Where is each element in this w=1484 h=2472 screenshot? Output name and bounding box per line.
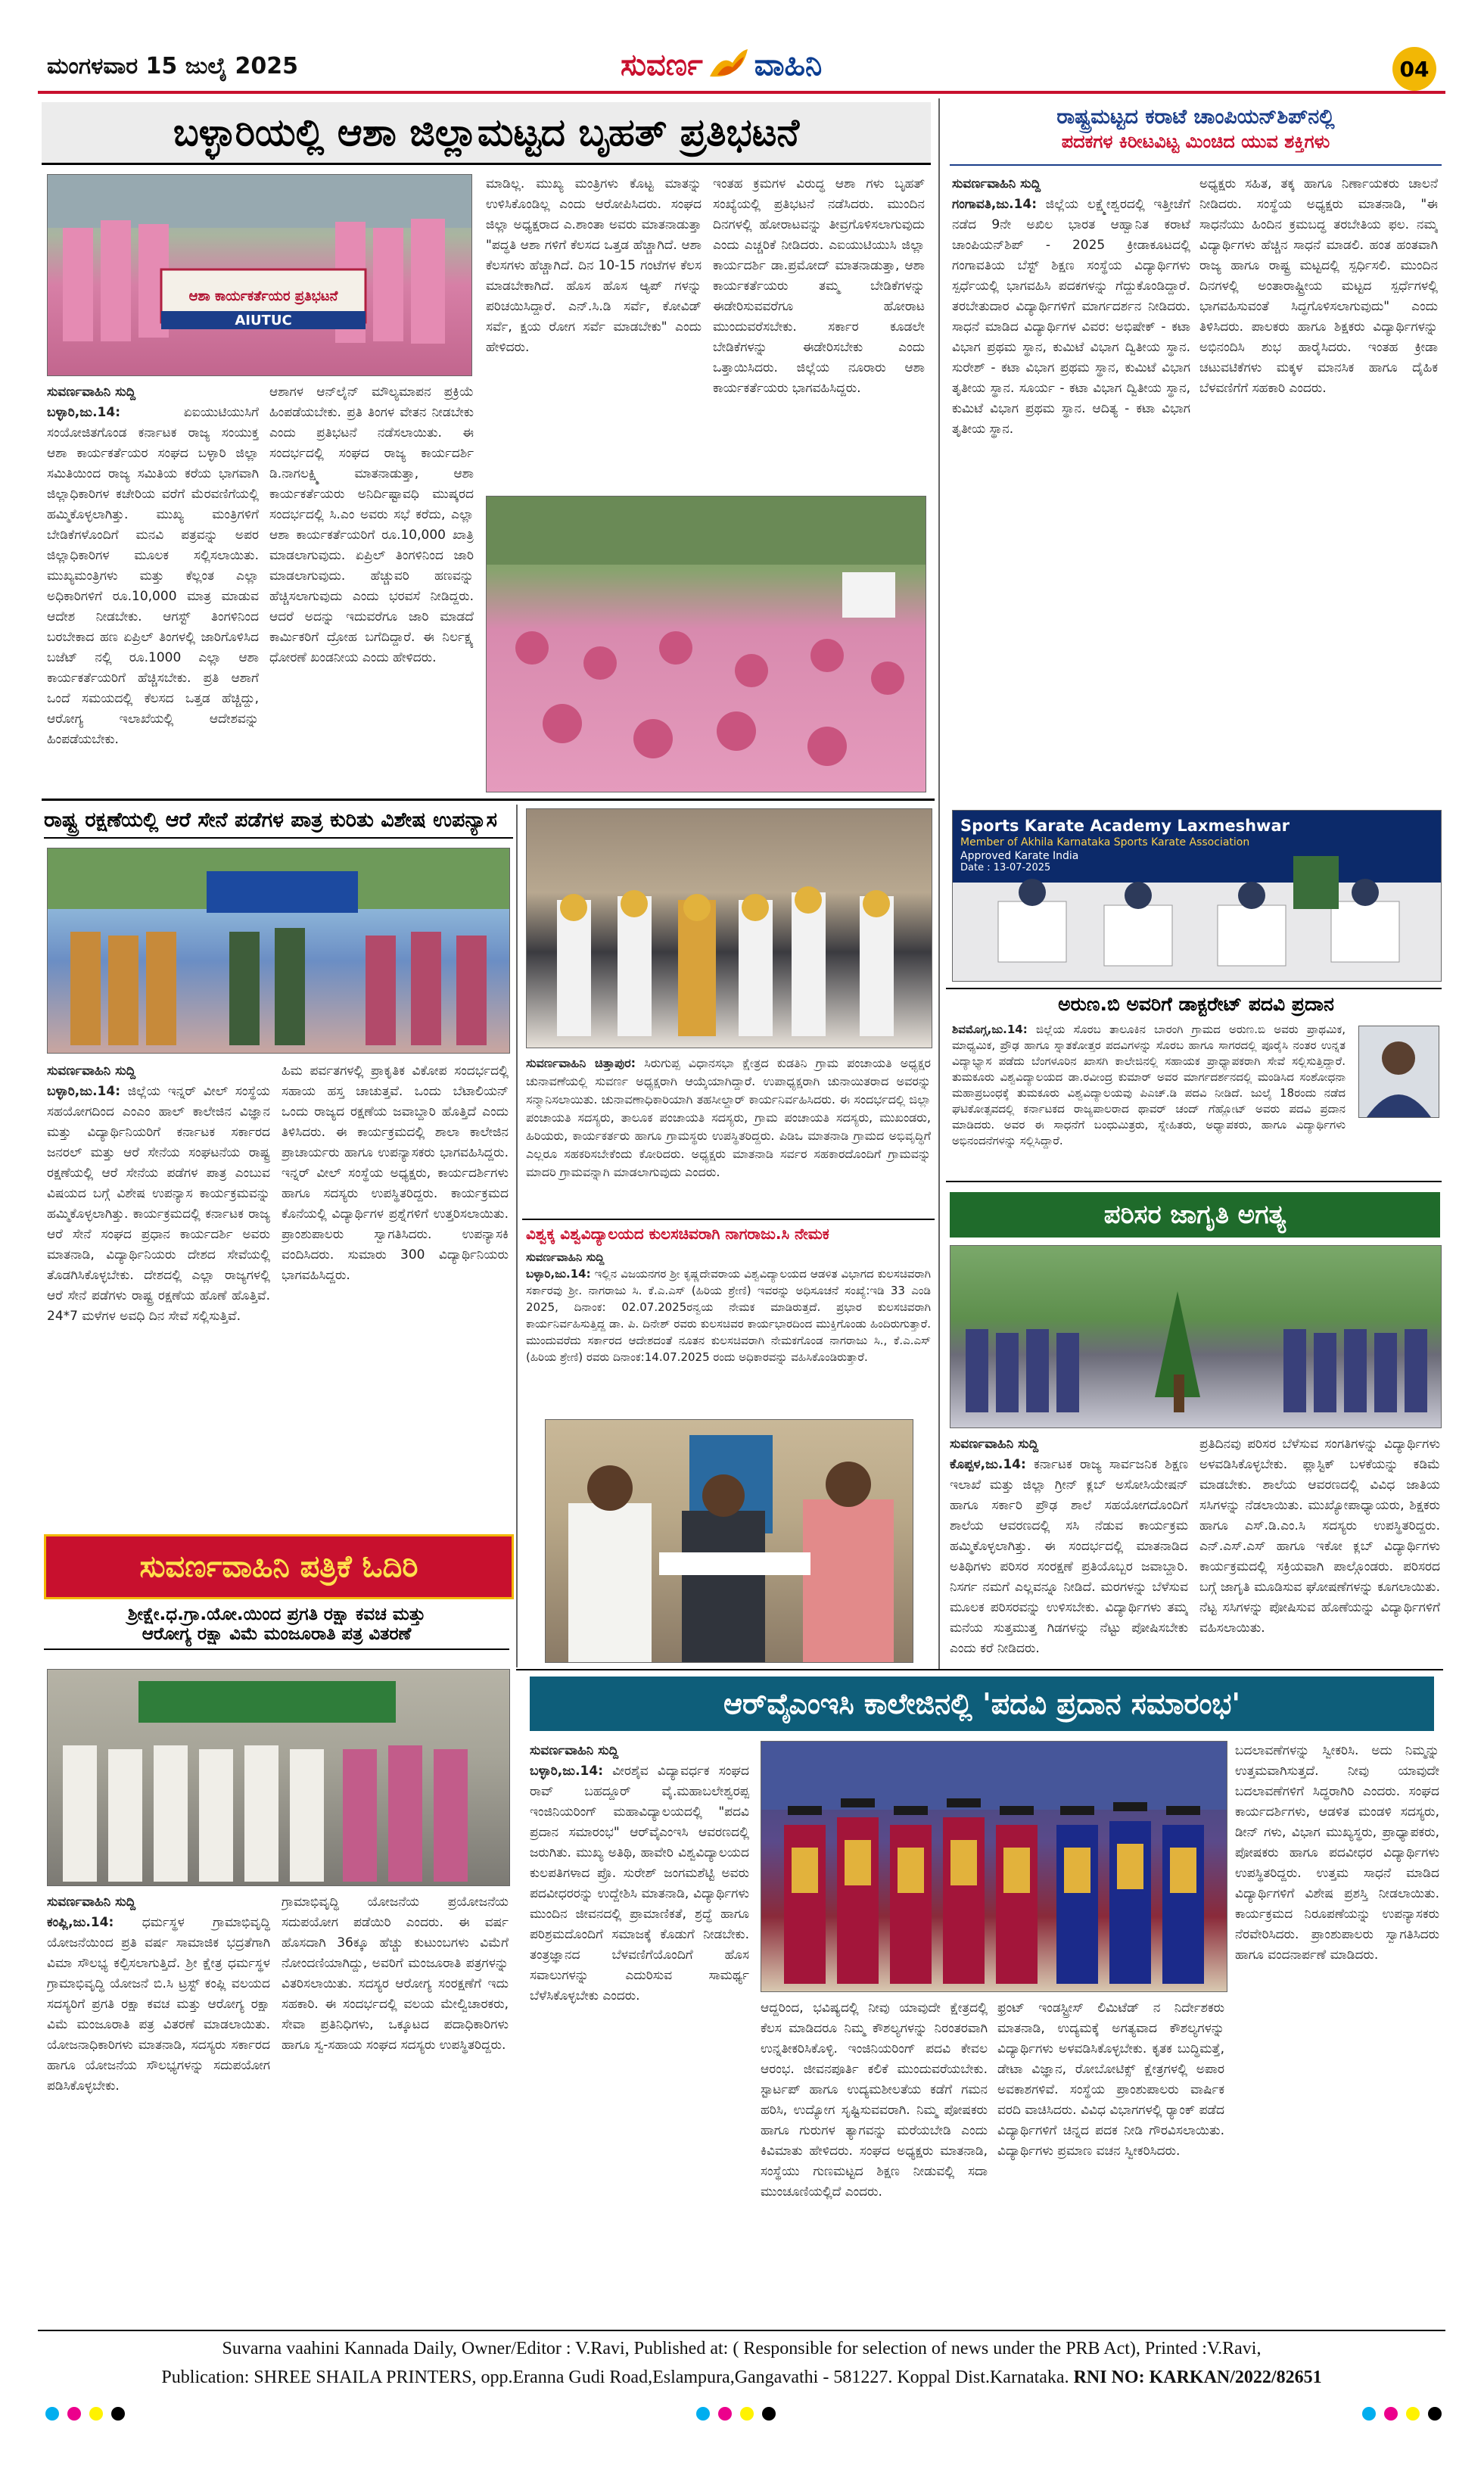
footer-rule: [38, 2330, 1445, 2331]
graduation-col4: [1235, 1741, 1439, 2320]
graduation-body-3: ಫ್ರಂಟ್ ಇಂಡಸ್ಟ್ರೀಸ್ ಲಿಮಿಟೆಡ್ ನ ನಿರ್ದೇಶಕರು ಮಾತನಾಡಿ, ಉದ್ಯಮಕ್ಕೆ ಅಗತ್ಯವಾದ ಕೌಶಲ್ಯಗಳನ್ನು ವಿದ್ಯಾರ್ಥಿಗಳು ಅಳವಡಿಸಿಕೊಳ್ಳಬೇಕು. ಕೃತಕ ಬುದ್ಧಿಮತ್ತೆ, ಡೇಟಾ ವಿಜ್ಞಾನ, ರೋಬೋಟಿಕ್ಸ್ ಕ್ಷೇತ್ರಗಳಲ್ಲಿ ಅಪಾರ ಅವಕಾಶಗಳಿವೆ. ಸಂಸ್ಥೆಯ ಪ್ರಾಂಶುಪಾಲರು ವಾರ್ಷಿಕ ವರದಿ ವಾಚಿಸಿದರು. ವಿವಿಧ ವಿಭಾಗಗಳಲ್ಲಿ ರ‍್ಯಾಂಕ್ ಪಡೆದ ವಿದ್ಯಾರ್ಥಿಗಳಿಗೆ ಚಿನ್ನದ ಪದಕ ನೀಡಿ ಗೌರವಿಸಲಾಯಿತು. ವಿದ್ಯಾರ್ಥಿಗಳು ಪ್ರಮಾಣ ವಚನ ಸ್ವೀಕರಿಸಿದರು.: [997, 2000, 1224, 2159]
insurance-byline: ಸುವರ್ಣವಾಹಿನಿ ಸುದ್ದಿ: [47, 1894, 136, 1910]
read-promo-text: ಸುವರ್ಣವಾಹಿನಿ ಪತ್ರಿಕೆ ಓದಿರಿ: [139, 1549, 418, 1584]
graduation-col1: [530, 1741, 749, 2320]
doctorate-divider: [946, 1181, 1442, 1182]
environment-body-1: ಕರ್ನಾಟಕ ರಾಜ್ಯ ಸಾರ್ವಜನಿಕ ಶಿಕ್ಷಣ ಇಲಾಖೆ ಮತ್ತು ಜಿಲ್ಲಾ ಗ್ರೀನ್ ಕ್ಲಬ್ ಅಸೋಸಿಯೇಷನ್ ಹಾಗೂ ಸರ್ಕಾರಿ ಪ್ರೌಢ ಶಾಲೆ ಸಹಯೋಗದೊಂದಿಗೆ ಶಾಲೆಯ ಆವರಣದಲ್ಲಿ ಸಸಿ ನೆಡುವ ಕಾರ್ಯಕ್ರಮ ಹಮ್ಮಿಕೊಳ್ಳಲಾಗಿತ್ತು. ಈ ಸಂದರ್ಭದಲ್ಲಿ ಮಾತನಾಡಿದ ಅತಿಥಿಗಳು ಪರಿಸರ ಸಂರಕ್ಷಣೆ ಪ್ರತಿಯೊಬ್ಬರ ಜವಾಬ್ದಾರಿ. ನಿಸರ್ಗ ನಮಗೆ ಎಲ್ಲವನ್ನೂ ನೀಡಿದೆ. ಮರಗಳನ್ನು ಬೆಳೆಸುವ ಮೂಲಕ ಪರಿಸರವನ್ನು ಉಳಿಸಬೇಕು. ವಿದ್ಯಾರ್ಥಿಗಳು ತಮ್ಮ ಮನೆಯ ಸುತ್ತಮುತ್ತ ಗಿಡಗಳನ್ನು ನೆಟ್ಟು ಪೋಷಿಸಬೇಕು ಎಂದು ಕರೆ ನೀಡಿದರು.: [950, 1457, 1188, 1656]
graduation-top-rule: [516, 1669, 1443, 1670]
army-col2: [282, 1061, 509, 1523]
army-body-2: ಹಿಮ ಪರ್ವತಗಳಲ್ಲಿ ಪ್ರಾಕೃತಿಕ ವಿಕೋಪ ಸಂದರ್ಭದಲ್ಲಿ ಸಹಾಯ ಹಸ್ತ ಚಾಚುತ್ತವೆ. ಒಂದು ಬೆಟಾಲಿಯನ್ ಒಂದು ರಾಜ್ಯದ ರಕ್ಷಣೆಯ ಜವಾಬ್ದಾರಿ ಹೊತ್ತಿದೆ ಎಂದು ತಿಳಿಸಿದರು. ಈ ಕಾರ್ಯಕ್ರಮದಲ್ಲಿ ಶಾಲಾ ಕಾಲೇಜಿನ ಪ್ರಾಚಾರ್ಯರು ಹಾಗೂ ಉಪನ್ಯಾಸಕರು ಭಾಗವಹಿಸಿದ್ದರು. ಇನ್ನರ್ ವೀಲ್ ಸಂಸ್ಥೆಯ ಅಧ್ಯಕ್ಷರು, ಕಾರ್ಯದರ್ಶಿಗಳು ಹಾಗೂ ಸದಸ್ಯರು ಉಪಸ್ಥಿತರಿದ್ದರು. ಕಾರ್ಯಕ್ರಮದ ಕೊನೆಯಲ್ಲಿ ವಿದ್ಯಾರ್ಥಿಗಳ ಪ್ರಶ್ನೆಗಳಿಗೆ ಉತ್ತರಿಸಲಾಯಿತು. ಪ್ರಾಂಶುಪಾಲರು ಸ್ವಾಗತಿಸಿದರು. ಉಪನ್ಯಾಸಕಿ ವಂದಿಸಿದರು. ಸುಮಾರು 300 ವಿದ್ಯಾರ್ಥಿನಿಯರು ಭಾಗವಹಿಸಿದ್ದರು.: [282, 1063, 509, 1283]
karate-body-1: ಜಿಲ್ಲೆಯ ಲಕ್ಷ್ಮೇಶ್ವರದಲ್ಲಿ ಇತ್ತೀಚೆಗೆ ನಡೆದ 9ನೇ ಅಖಿಲ ಭಾರತ ಆಹ್ವಾನಿತ ಕರಾಟೆ ಚಾಂಪಿಯನ್‌ಶಿಪ್ - 2025 ಕ್ರೀಡಾಕೂಟದಲ್ಲಿ ಗಂಗಾವತಿಯ ಬೆಸ್ಟ್ ಶಿಕ್ಷಣ ಸಂಸ್ಥೆಯ ವಿದ್ಯಾರ್ಥಿಗಳು ಸ್ಪರ್ಧೆಯಲ್ಲಿ ಭಾಗವಹಿಸಿ ಪದಕಗಳನ್ನು ಗೆದ್ದುಕೊಂಡಿದ್ದಾರೆ. ತರಬೇತುದಾರ ವಿದ್ಯಾರ್ಥಿಗಳಿಗೆ ಮಾರ್ಗದರ್ಶನ ನೀಡಿದರು. ಸಾಧನೆ ಮಾಡಿದ ವಿದ್ಯಾರ್ಥಿಗಳ ವಿವರ: ಅಭಿಷೇಕ್ - ಕಟಾ ವಿಭಾಗ ಪ್ರಥಮ ಸ್ಥಾನ, ಕುಮಿಟೆ ವಿಭಾಗ ದ್ವಿತೀಯ ಸ್ಥಾನ. ಸುರೇಶ್ - ಕಟಾ ವಿಭಾಗ ಪ್ರಥಮ ಸ್ಥಾನ, ಕುಮಿಟೆ ವಿಭಾಗ ತೃತೀಯ ಸ್ಥಾನ. ಸೂರ್ಯ - ಕಟಾ ವಿಭಾಗ ದ್ವಿತೀಯ ಸ್ಥಾನ, ಕುಮಿಟೆ ವಿಭಾಗ ಪ್ರಥಮ ಸ್ಥಾನ. ಆದಿತ್ಯ - ಕಟಾ ವಿಭಾಗ ತೃತೀಯ ಸ್ಥಾನ.: [952, 197, 1190, 437]
insurance-col1: [47, 1892, 270, 2320]
environment-body-2: ಪ್ರತಿದಿನವು ಪರಿಸರ ಬೆಳೆಸುವ ಸಂಗತಿಗಳನ್ನು ವಿದ್ಯಾರ್ಥಿಗಳು ಅಳವಡಿಸಿಕೊಳ್ಳಬೇಕು. ಪ್ಲಾಸ್ಟಿಕ್ ಬಳಕೆಯನ್ನು ಕಡಿಮೆ ಮಾಡಬೇಕು. ಶಾಲೆಯ ಆವರಣದಲ್ಲಿ ವಿವಿಧ ಜಾತಿಯ ಸಸಿಗಳನ್ನು ನೆಡಲಾಯಿತು. ಮುಖ್ಯೋಪಾಧ್ಯಾಯರು, ಶಿಕ್ಷಕರು ಹಾಗೂ ಎಸ್.ಡಿ.ಎಂ.ಸಿ ಸದಸ್ಯರು ಉಪಸ್ಥಿತರಿದ್ದರು. ಎನ್.ಎಸ್.ಎಸ್ ಹಾಗೂ ಇಕೋ ಕ್ಲಬ್ ವಿದ್ಯಾರ್ಥಿಗಳು ಕಾರ್ಯಕ್ರಮದಲ್ಲಿ ಸಕ್ರಿಯವಾಗಿ ಪಾಲ್ಗೊಂಡರು. ಪರಿಸರದ ಬಗ್ಗೆ ಜಾಗೃತಿ ಮೂಡಿಸುವ ಘೋಷಣೆಗಳನ್ನು ಕೂಗಲಾಯಿತು. ನೆಟ್ಟ ಸಸಿಗಳನ್ನು ಪೋಷಿಸುವ ಹೊಣೆಯನ್ನು ವಿದ್ಯಾರ್ಥಿಗಳಿಗೆ ವಹಿಸಲಾಯಿತು.: [1199, 1437, 1440, 1636]
environment-dateline: ಕೊಪ್ಪಳ,ಜು.14:: [950, 1457, 1026, 1472]
insurance-dateline: ಕಂಪ್ಲಿ,ಜು.14:: [47, 1915, 114, 1930]
karate-headline-box: [950, 102, 1442, 166]
karate-byline: ಸುವರ್ಣವಾಹಿನಿ ಸುದ್ದಿ: [952, 176, 1041, 191]
environment-photo: [950, 1245, 1442, 1428]
registration-marks-right: [1362, 2407, 1442, 2424]
registrar-body-wrap: [526, 1249, 931, 1412]
registrar-dateline: ಬಳ್ಳಾರಿ,ಜು.14:: [526, 1267, 591, 1281]
ballari-col2: [269, 382, 474, 791]
army-byline: ಸುವರ್ಣವಾಹಿನಿ ಸುದ್ದಿ: [47, 1063, 136, 1079]
registrar-body: ಇಲ್ಲಿನ ವಿಜಯನಗರ ಶ್ರೀ ಕೃಷ್ಣದೇವರಾಯ ವಿಶ್ವವಿದ್ಯಾಲಯದ ಆಡಳಿತ ವಿಭಾಗದ ಕುಲಸಚಿವರಾಗಿ ಸರ್ಕಾರವು ಶ್ರೀ. ನಾಗರಾಜು ಸಿ. ಕೆ.ಎ.ಎಸ್ (ಹಿರಿಯ ಶ್ರೇಣಿ) ಇವರನ್ನು ಅಧಿಸೂಚನೆ ಸಂಖ್ಯೆ:ಇಡಿ 33 ಎಂಡಿ 2025, ದಿನಾಂಕ: 02.07.2025ರನ್ವಯ ನೇಮಕ ಮಾಡಿರುತ್ತದೆ. ಪ್ರಭಾರ ಕುಲಸಚಿವರಾಗಿ ಕಾರ್ಯನಿರ್ವಹಿಸುತ್ತಿದ್ದ ಡಾ. ಪಿ. ದಿನೇಶ್ ರವರು ಕುಲಸಚಿವರ ಕಾರ್ಯಭಾರದಿಂದ ಮುಕ್ತಿಗೊಂಡು ಹಿಂದಿರುಗುತ್ತಾರೆ. ಮುಂದುವರೆದು ಸರ್ಕಾರದ ಆದೇಶದಂತೆ ನೂತನ ಕುಲಸಚಿವರಾಗಿ ನೇಮಕಗೊಂಡ ನಾಗರಾಜು ಸಿ., ಕೆ.ಎ.ಎಸ್ (ಹಿರಿಯ ಶ್ರೇಣಿ) ರವರು ದಿನಾಂಕ:14.07.2025 ರಂದು ಅಧಿಕಾರವನ್ನು ವಹಿಸಿಕೊಂಡಿರುತ್ತಾರೆ.: [526, 1267, 931, 1364]
gp-felicitation-photo: [526, 808, 932, 1048]
registrar-headline: ವಿಶ್ವಕ್ಕ ವಿಶ್ವವಿದ್ಯಾಲಯದ ಕುಲಸಚಿವರಾಗಿ ನಾಗರಾಜು.ಸಿ ನೇಮಕ: [526, 1225, 829, 1243]
karate-col1: [952, 174, 1190, 802]
karate-banner-sub: Member of Akhila Karnataka Sports Karate Association: [960, 836, 1250, 848]
graduation-body-4: ಬದಲಾವಣೆಗಳನ್ನು ಸ್ವೀಕರಿಸಿ. ಅದು ನಿಮ್ಮನ್ನು ಉತ್ತಮವಾಗಿಸುತ್ತದೆ. ನೀವು ಯಾವುದೇ ಬದಲಾವಣೆಗಳಿಗೆ ಸಿದ್ಧರಾಗಿರಿ ಎಂದರು. ಸಂಘದ ಕಾರ್ಯದರ್ಶಿಗಳು, ಆಡಳಿತ ಮಂಡಳಿ ಸದಸ್ಯರು, ಡೀನ್ ಗಳು, ವಿಭಾಗ ಮುಖ್ಯಸ್ಥರು, ಪ್ರಾಧ್ಯಾಪಕರು, ಪೋಷಕರು ಹಾಗೂ ಪದವೀಧರ ವಿದ್ಯಾರ್ಥಿಗಳು ಉಪಸ್ಥಿತರಿದ್ದರು. ಉತ್ತಮ ಸಾಧನೆ ಮಾಡಿದ ವಿದ್ಯಾರ್ಥಿಗಳಿಗೆ ವಿಶೇಷ ಪ್ರಶಸ್ತಿ ನೀಡಲಾಯಿತು. ಕಾರ್ಯಕ್ರಮದ ನಿರೂಪಣೆಯನ್ನು ಉಪನ್ಯಾಸಕರು ನೆರವೇರಿಸಿದರು. ಪ್ರಾಂಶುಪಾಲರು ಸ್ವಾಗತಿಸಿದರು ಹಾಗೂ ವಂದನಾರ್ಪಣೆ ಮಾಡಿದರು.: [1235, 1743, 1439, 1963]
karate-col2: [1199, 174, 1438, 802]
graduation-body-2: ಆದ್ದರಿಂದ, ಭವಿಷ್ಯದಲ್ಲಿ ನೀವು ಯಾವುದೇ ಕ್ಷೇತ್ರದಲ್ಲಿ ಕೆಲಸ ಮಾಡಿದರೂ ನಿಮ್ಮ ಕೌಶಲ್ಯಗಳನ್ನು ನಿರಂತರವಾಗಿ ಉನ್ನತೀಕರಿಸಿಕೊಳ್ಳಿ. ಇಂಜಿನಿಯರಿಂಗ್ ಪದವಿ ಕೇವಲ ಆರಂಭ. ಜೀವನಪೂರ್ತಿ ಕಲಿಕೆ ಮುಂದುವರೆಯಬೇಕು. ಸ್ಟಾರ್ಟಪ್ ಹಾಗೂ ಉದ್ಯಮಶೀಲತೆಯ ಕಡೆಗೆ ಗಮನ ಹರಿಸಿ, ಉದ್ಯೋಗ ಸೃಷ್ಟಿಸುವವರಾಗಿ. ನಿಮ್ಮ ಪೋಷಕರು ಹಾಗೂ ಗುರುಗಳ ತ್ಯಾಗವನ್ನು ಮರೆಯಬೇಡಿ ಎಂದು ಕಿವಿಮಾತು ಹೇಳಿದರು. ಸಂಘದ ಅಧ್ಯಕ್ಷರು ಮಾತನಾಡಿ, ಸಂಸ್ಥೆಯು ಗುಣಮಟ್ಟದ ಶಿಕ್ಷಣ ನೀಡುವಲ್ಲಿ ಸದಾ ಮುಂಚೂಣಿಯಲ್ಲಿದೆ ಎಂದರು.: [761, 2000, 988, 2200]
doctorate-dateline: ಶಿವಮೊಗ್ಗ,ಜು.14:: [952, 1023, 1028, 1036]
doctorate-portrait: [1358, 1026, 1439, 1118]
insurance-photo: [47, 1669, 510, 1886]
gp-divider: [522, 1219, 935, 1220]
graduation-photo: [761, 1741, 1227, 1992]
masthead-logo: [621, 42, 822, 88]
karate-headline-2: ಪದಕಗಳ ಕಿರೀಟವಿಟ್ಟ ಮಿಂಚಿದ ಯುವ ಶಕ್ತಿಗಳು: [1061, 131, 1330, 152]
insurance-col2: [282, 1892, 509, 2320]
vertical-divider-left: [516, 805, 518, 1667]
ballari-divider: [42, 799, 935, 801]
insurance-headline-2: ಆರೋಗ್ಯ ರಕ್ಷಾ ವಿಮೆ ಮಂಜೂರಾತಿ ಪತ್ರ ವಿತರಣೆ: [142, 1624, 412, 1644]
insurance-body-2: ಗ್ರಾಮಾಭಿವೃದ್ಧಿ ಯೋಜನೆಯ ಪ್ರಯೋಜನೆಯ ಸದುಪಯೋಗ ಪಡೆಯಿರಿ ಎಂದರು. ಈ ವರ್ಷ ಹೊಸದಾಗಿ 36ಕ್ಕೂ ಹೆಚ್ಚು ಕುಟುಂಬಗಳು ವಿಮೆಗೆ ನೋಂದಣಿಯಾಗಿದ್ದು, ಅವರಿಗೆ ಮಂಜೂರಾತಿ ಪತ್ರಗಳನ್ನು ವಿತರಿಸಲಾಯಿತು. ಸದಸ್ಯರ ಆರೋಗ್ಯ ಸಂರಕ್ಷಣೆಗೆ ಇದು ಸಹಕಾರಿ. ಈ ಸಂದರ್ಭದಲ್ಲಿ ವಲಯ ಮೇಲ್ವಿಚಾರಕರು, ಸೇವಾ ಪ್ರತಿನಿಧಿಗಳು, ಒಕ್ಕೂಟದ ಪದಾಧಿಕಾರಿಗಳು ಹಾಗೂ ಸ್ವ-ಸಹಾಯ ಸಂಘದ ಸದಸ್ಯರು ಉಪಸ್ಥಿತರಿದ್ದರು.: [282, 1894, 509, 2053]
karate-dateline: ಗಂಗಾವತಿ,ಜು.14:: [952, 197, 1038, 212]
karate-banner-title: Sports Karate Academy Laxmeshwar: [960, 817, 1290, 835]
environment-headline: ಪರಿಸರ ಜಾಗೃತಿ ಅಗತ್ಯ: [1103, 1200, 1286, 1230]
ballari-body-2: ಆಶಾಗಳ ಆನ್‌ಲೈನ್ ಮೌಲ್ಯಮಾಪನ ಪ್ರಕ್ರಿಯೆ ಹಿಂಪಡೆಯಬೇಕು. ಪ್ರತಿ ತಿಂಗಳ ವೇತನ ನೀಡಬೇಕು ಎಂದು ಪ್ರತಿಭಟನೆ ನಡೆಸಲಾಯಿತು. ಈ ಸಂದರ್ಭದಲ್ಲಿ ಸಂಘದ ರಾಜ್ಯ ಕಾರ್ಯದರ್ಶಿ ಡಿ.ನಾಗಲಕ್ಷ್ಮಿ ಮಾತನಾಡುತ್ತಾ, ಆಶಾ ಕಾರ್ಯಕರ್ತೆಯರು ಅನಿರ್ದಿಷ್ಟಾವಧಿ ಮುಷ್ಕರದ ಸಂದರ್ಭದಲ್ಲಿ ಸಿ.ಎಂ ಅವರು ಸಭೆ ಕರೆದು, ಎಲ್ಲಾ ಆಶಾ ಕಾರ್ಯಕರ್ತೆಯರಿಗೆ ರೂ.10,000 ಖಾತ್ರಿ ಮಾಡಲಾಗುವುದು. ಏಪ್ರಿಲ್ ತಿಂಗಳಿನಿಂದ ಜಾರಿ ಮಾಡಲಾಗುವುದು. ಹೆಚ್ಚುವರಿ ಹಣವನ್ನು ಹೆಚ್ಚಿಸಲಾಗುವುದು ಎಂದು ಭರವಸೆ ನೀಡಿದ್ದರು. ಆದರೆ ಅದನ್ನು ಇದುವರೆಗೂ ಜಾರಿ ಮಾಡದೆ ಕಾರ್ಮಿಕರಿಗೆ ದ್ರೋಹ ಬಗೆದಿದ್ದಾರೆ. ಈ ನಿರ್ಲಕ್ಷ್ಯ ಧೋರಣೆ ಖಂಡನೀಯ ಎಂದು ಹೇಳಿದರು.: [269, 384, 474, 665]
ballari-col1: [47, 382, 259, 791]
read-promo-box: [44, 1534, 514, 1599]
flame-icon: [706, 46, 751, 84]
ballari-dateline: ಬಳ್ಳಾರಿ,ಜು.14:: [47, 405, 120, 420]
environment-col2: [1199, 1434, 1440, 1665]
doctorate-headline: ಅರುಣ.ಬಿ ಅವರಿಗೆ ಡಾಕ್ಟರೇಟ್ ಪದವಿ ಪ್ರದಾನ: [1058, 993, 1334, 1015]
ballari-headline: ಬಳ್ಳಾರಿಯಲ್ಲಿ ಆಶಾ ಜಿಲ್ಲಾಮಟ್ಟದ ಬೃಹತ್ ಪ್ರತಿಭಟನೆ: [173, 110, 800, 154]
graduation-byline: ಸುವರ್ಣವಾಹಿನಿ ಸುದ್ದಿ: [530, 1743, 619, 1758]
doctorate-body-wrap: [952, 1022, 1346, 1173]
ballari-body-3: ಮಾಡಿಲ್ಲ. ಮುಖ್ಯ ಮಂತ್ರಿಗಳು ಕೊಟ್ಟ ಮಾತನ್ನು ಉಳಿಸಿಕೊಂಡಿಲ್ಲ ಎಂದು ಆರೋಪಿಸಿದರು. ಸಂಘದ ಜಿಲ್ಲಾ ಅಧ್ಯಕ್ಷರಾದ ಎ.ಶಾಂತಾ ಅವರು ಮಾತನಾಡುತ್ತಾ "ಪದ್ಧತಿ ಆಶಾ ಗಳಿಗೆ ಕೆಲಸದ ಒತ್ತಡ ಹೆಚ್ಚಾಗಿದೆ. ಆಶಾ ಕೆಲಸಗಳು ಹೆಚ್ಚಾಗಿದೆ. ದಿನ 10-15 ಗಂಟೆಗಳ ಕೆಲಸ ಮಾಡಬೇಕಾಗಿದೆ. ಹೊಸ ಹೊಸ ಆ್ಯಪ್ ಗಳನ್ನು ಪರಿಚಯಿಸಿದ್ದಾರೆ. ಎನ್.ಸಿ.ಡಿ ಸರ್ವೆ, ಕೋವಿಡ್ ಸರ್ವೆ, ಕ್ಷಯ ರೋಗ ಸರ್ವೆ ಮಾಡಬೇಕು" ಎಂದು ಹೇಳಿದರು.: [486, 176, 702, 355]
ballari-crowd-photo: [486, 496, 926, 792]
masthead-rule: [38, 91, 1445, 94]
karate-banner-date: Date : 13-07-2025: [960, 862, 1051, 873]
footer-rni: RNI NO: KARKAN/2022/82651: [1073, 2368, 1322, 2387]
ballari-headline-box: [42, 102, 931, 165]
insurance-headline-box: [44, 1605, 509, 1650]
ballari-body-1: ಏಐಯುಟಿಯುಸಿಗೆ ಸಂಯೋಜಿತಗೊಂಡ ಕರ್ನಾಟಕ ರಾಜ್ಯ ಸಂಯುಕ್ತ ಆಶಾ ಕಾರ್ಯಕರ್ತೆಯರ ಸಂಘದ ಬಳ್ಳಾರಿ ಜಿಲ್ಲಾ ಸಮಿತಿಯಿಂದ ರಾಜ್ಯ ಸಮಿತಿಯ ಕರೆಯ ಭಾಗವಾಗಿ ಜಿಲ್ಲಾಧಿಕಾರಿಗಳ ಕಚೇರಿಯ ವರೆಗೆ ಮೆರವಣಿಗೆಯಲ್ಲಿ ಹಮ್ಮಿಕೊಳ್ಳಲಾಗಿತ್ತು. ಮುಖ್ಯ ಮಂತ್ರಿಗಳಿಗೆ ಬೇಡಿಕೆಗಳೊಂದಿಗೆ ಮನವಿ ಪತ್ರವನ್ನು ಅಪರ ಜಿಲ್ಲಾಧಿಕಾರಿಗಳ ಮೂಲಕ ಸಲ್ಲಿಸಲಾಯಿತು. ಮುಖ್ಯಮಂತ್ರಿಗಳು ಮತ್ತು ಕೆಲ್ಲಂತ ಎಲ್ಲಾ ಅಧಿಕಾರಿಗಳಿಗೆ ರೂ.10,000 ಮಾತ್ರ ಮಾಡುವ ಆದೇಶ ನೀಡಬೇಕು. ಆಗಸ್ಟ್ ತಿಂಗಳಿನಿಂದ ಬರಬೇಕಾದ ಹಣ ಏಪ್ರಿಲ್ ತಿಂಗಳಲ್ಲಿ ಜಾರಿಗೊಳಿಸಿದ ಬಜೆಟ್ ನಲ್ಲಿ ರೂ.1000 ಎಲ್ಲಾ ಆಶಾ ಕಾರ್ಯಕರ್ತೆಯರಿಗೆ ಹೆಚ್ಚಿಸಬೇಕು. ಪ್ರತಿ ಆಶಾಗೆ ಒಂದೆ ಸಮಯದಲ್ಲಿ ಕೆಲಸದ ಒತ್ತಡ ಹೆಚ್ಚಿದ್ದು, ಆರೋಗ್ಯ ಇಲಾಖೆಯಲ್ಲಿ ಆದೇಶವನ್ನು ಹಿಂಪಡೆಯಬೇಕು.: [47, 405, 259, 747]
brand-right: ವಾಹಿನಿ: [754, 48, 823, 83]
karate-banner-sub2: Approved Karate India: [960, 850, 1079, 862]
graduation-col2: [761, 1998, 988, 2320]
graduation-headline: ಆರ್‌ವೈಎಂಇಸಿ ಕಾಲೇಜಿನಲ್ಲಿ 'ಪದವಿ ಪ್ರದಾನ ಸಮಾರಂಭ': [723, 1686, 1241, 1720]
ballari-body-4: ಇಂತಹ ಕ್ರಮಗಳ ವಿರುದ್ಧ ಆಶಾ ಗಳು ಬೃಹತ್ ಸಂಖ್ಯೆಯಲ್ಲಿ ಪ್ರತಿಭಟನೆ ನಡೆಸಿದರು. ಮುಂದಿನ ದಿನಗಳಲ್ಲಿ ಹೋರಾಟವನ್ನು ತೀವ್ರಗೊಳಿಸಲಾಗುವುದು ಎಂದು ಎಚ್ಚರಿಕೆ ನೀಡಿದರು. ಎಐಯುಟಿಯುಸಿ ಜಿಲ್ಲಾ ಕಾರ್ಯದರ್ಶಿ ಡಾ.ಪ್ರಮೋದ್ ಮಾತನಾಡುತ್ತಾ, ಆಶಾ ಕಾರ್ಯಕರ್ತೆಯರು ತಮ್ಮ ಬೇಡಿಕೆಗಳನ್ನು ಈಡೇರಿಸುವವರೆಗೂ ಹೋರಾಟ ಮುಂದುವರೆಸಬೇಕು. ಸರ್ಕಾರ ಕೂಡಲೇ ಬೇಡಿಕೆಗಳನ್ನು ಈಡೇರಿಸಬೇಕು ಎಂದು ಒತ್ತಾಯಿಸಿದರು. ಜಿಲ್ಲೆಯ ನೂರಾರು ಆಶಾ ಕಾರ್ಯಕರ್ತೆಯರು ಭಾಗವಹಿಸಿದ್ದರು.: [713, 176, 925, 396]
army-body-1: ಜಿಲ್ಲೆಯ ಇನ್ನರ್ ವೀಲ್ ಸಂಸ್ಥೆಯ ಸಹಯೋಗದಿಂದ ಎಂಎಂ ಹಾಲ್ ಕಾಲೇಜಿನ ವಿಜ್ಞಾನ ಮತ್ತು ವಿದ್ಯಾರ್ಥಿನಿಯರಿಗೆ ಕರ್ನಾಟಕ ಸರ್ಕಾರದ ಜನರಲ್ ಮತ್ತು ಆರೆ ಸೇನೆಯ ಸಂಘಟನೆಯ ರಾಷ್ಟ್ರ ರಕ್ಷಣೆಯಲ್ಲಿ ಆರೆ ಸೇನೆಯ ಪಡೆಗಳ ಪಾತ್ರ ಎಂಬುವ ವಿಷಯದ ಬಗ್ಗೆ ವಿಶೇಷ ಉಪನ್ಯಾಸ ಕಾರ್ಯಕ್ರಮವನ್ನು ಹಮ್ಮಿಕೊಳ್ಳಲಾಗಿತ್ತು. ಕಾರ್ಯಕ್ರಮದಲ್ಲಿ ಕರ್ನಾಟಕ ರಾಜ್ಯ ಆರೆ ಸೇನೆ ಸಂಘದ ಪ್ರಧಾನ ಕಾರ್ಯದರ್ಶಿ ಅವರು ಮಾತನಾಡಿ, ವಿದ್ಯಾರ್ಥಿನಿಯರು ದೇಶದ ಸೇವೆಯಲ್ಲಿ ತೊಡಗಿಸಿಕೊಳ್ಳಬೇಕು. ದೇಶದಲ್ಲಿ ಎಲ್ಲಾ ರಾಜ್ಯಗಳಲ್ಲಿ ಆರೆ ಸೇನೆ ಪಡೆಗಳು ರಾಷ್ಟ್ರ ರಕ್ಷಣೆಯ ಹೊಣೆ ಹೊತ್ತಿವೆ. 24*7 ಮಳೆಗಳ ಅವಧಿ ದಿನ ಸೇವೆ ಸಲ್ಲಿಸುತ್ತಿವೆ.: [47, 1084, 270, 1324]
environment-byline: ಸುವರ್ಣವಾಹಿನಿ ಸುದ್ದಿ: [950, 1437, 1039, 1452]
karate-divider: [946, 988, 1442, 989]
ballari-byline: ಸುವರ್ಣವಾಹಿನಿ ಸುದ್ದಿ: [47, 384, 136, 400]
graduation-body-1: ವೀರಶೈವ ವಿದ್ಯಾವರ್ಧಕ ಸಂಘದ ರಾವ್ ಬಹದ್ದೂರ್ ವೈ.ಮಹಾಬಲೇಶ್ವರಪ್ಪ ಇಂಜಿನಿಯರಿಂಗ್ ಮಹಾವಿದ್ಯಾಲಯದಲ್ಲಿ "ಪದವಿ ಪ್ರದಾನ ಸಮಾರಂಭ" ಆರ್‌ವೈಎಂಇಸಿ ಆವರಣದಲ್ಲಿ ಜರುಗಿತು. ಮುಖ್ಯ ಅತಿಥಿ, ಹಾವೇರಿ ವಿಶ್ವವಿದ್ಯಾಲಯದ ಕುಲಪತಿಗಳಾದ ಪ್ರೊ. ಸುರೇಶ್ ಜಂಗಮಶೆಟ್ಟಿ ಅವರು ಪದವೀಧರರನ್ನು ಉದ್ದೇಶಿಸಿ ಮಾತನಾಡಿ, ವಿದ್ಯಾರ್ಥಿಗಳು ಮುಂದಿನ ಜೀವನದಲ್ಲಿ ಪ್ರಾಮಾಣಿಕತೆ, ಶ್ರದ್ಧೆ ಹಾಗೂ ಪರಿಶ್ರಮದೊಂದಿಗೆ ಸಮಾಜಕ್ಕೆ ಕೊಡುಗೆ ನೀಡಬೇಕು. ತಂತ್ರಜ್ಞಾನದ ಬೆಳವಣಿಗೆಯೊಂದಿಗೆ ಹೊಸ ಸವಾಲುಗಳನ್ನು ಎದುರಿಸುವ ಸಾಮರ್ಥ್ಯ ಬೆಳೆಸಿಕೊಳ್ಳಬೇಕು ಎಂದರು.: [530, 1764, 749, 2003]
army-col1: [47, 1061, 270, 1523]
gp-body-wrap: [526, 1054, 931, 1213]
karate-headline-1: ರಾಷ್ಟ್ರಮಟ್ಟದ ಕರಾಟೆ ಚಾಂಪಿಯನ್‌ಶಿಪ್‌ನಲ್ಲಿ: [1056, 105, 1335, 129]
page-number: 04: [1399, 56, 1430, 82]
registrar-photo: [545, 1419, 913, 1663]
ballari-col3: [486, 174, 702, 484]
gp-body: ಸಿರುಗುಪ್ಪ ವಿಧಾನಸಭಾ ಕ್ಷೇತ್ರದ ಕುಡತಿನಿ ಗ್ರಾಮ ಪಂಚಾಯತಿ ಅಧ್ಯಕ್ಷರ ಚುನಾವಣೆಯಲ್ಲಿ ಸುವರ್ಣ ಅಧ್ಯಕ್ಷರಾಗಿ ಆಯ್ಕೆಯಾಗಿದ್ದಾರೆ. ಉಪಾಧ್ಯಕ್ಷರಾಗಿ ಚುನಾಯಿತರಾದ ಅವರನ್ನು ಸನ್ಮಾನಿಸಲಾಯಿತು. ಚುನಾವಣಾಧಿಕಾರಿಯಾಗಿ ತಹಸೀಲ್ದಾರ್ ಕಾರ್ಯನಿರ್ವಹಿಸಿದರು. ಈ ಸಂದರ್ಭದಲ್ಲಿ ಜಿಲ್ಲಾ ಪಂಚಾಯತಿ ಸದಸ್ಯರು, ತಾಲೂಕ ಪಂಚಾಯತಿ ಸದಸ್ಯರು, ಗ್ರಾಮ ಪಂಚಾಯತಿ ಸದಸ್ಯರು, ಮುಖಂಡರು, ಹಿರಿಯರು, ಕಾರ್ಯಕರ್ತರು ಹಾಗೂ ಗ್ರಾಮಸ್ಥರು ಉಪಸ್ಥಿತರಿದ್ದರು. ಪಿಡಿಒ ಮಾತನಾಡಿ ಗ್ರಾಮದ ಅಭಿವೃದ್ಧಿಗೆ ಎಲ್ಲರೂ ಸಹಕರಿಸಬೇಕೆಂದು ಕೋರಿದರು. ಅಧ್ಯಕ್ಷರು ಮಾತನಾಡಿ ಸರ್ವರ ಸಹಕಾರದೊಂದಿಗೆ ಗ್ರಾಮವನ್ನು ಮಾದರಿ ಗ್ರಾಮವನ್ನಾಗಿ ಮಾಡಲಾಗುವುದು ಎಂದರು.: [526, 1056, 931, 1179]
environment-col1: [950, 1434, 1188, 1665]
masthead-date: ಮಂಗಳವಾರ 15 ಜುಲೈ 2025: [47, 53, 299, 79]
protest-banner-union: AIUTUC: [235, 313, 292, 328]
footer-line-2: Publication: SHREE SHAILA PRINTERS, opp.Eranna Gudi Road,Eslampura,Gangavathi - 581227. Koppal Dist.Karnataka.: [161, 2368, 1069, 2387]
karate-body-2: ಅಧ್ಯಕ್ಷರು ಸಹಿತ, ತಕ್ಕ ಹಾಗೂ ನಿರ್ಣಾಯಕರು ಚಾಲನೆ ನೀಡಿದರು. ಸಂಸ್ಥೆಯ ಅಧ್ಯಕ್ಷರು ಮಾತನಾಡಿ, "ಈ ಸಾಧನೆಯು ಹಿಂದಿನ ಕ್ರಮಬದ್ಧ ತರಬೇತಿಯ ಫಲ. ನಮ್ಮ ವಿದ್ಯಾರ್ಥಿಗಳು ಹೆಚ್ಚಿನ ಸಾಧನೆ ಮಾಡಲಿ. ಹಂತ ಹಂತವಾಗಿ ರಾಜ್ಯ ಹಾಗೂ ರಾಷ್ಟ್ರ ಮಟ್ಟದಲ್ಲಿ ಸ್ಪರ್ಧಿಸಲಿ. ಮುಂದಿನ ದಿನಗಳಲ್ಲಿ ಅಂತಾರಾಷ್ಟ್ರೀಯ ಮಟ್ಟದ ಸ್ಪರ್ಧೆಗಳಲ್ಲಿ ಭಾಗವಹಿಸುವಂತೆ ಸಿದ್ಧಗೊಳಿಸಲಾಗುವುದು" ಎಂದು ತಿಳಿಸಿದರು. ಪಾಲಕರು ಹಾಗೂ ಶಿಕ್ಷಕರು ವಿದ್ಯಾರ್ಥಿಗಳನ್ನು ಅಭಿನಂದಿಸಿ ಶುಭ ಹಾರೈಸಿದರು. ಇಂತಹ ಕ್ರೀಡಾ ಚಟುವಟಿಕೆಗಳು ಮಕ್ಕಳ ಮಾನಸಿಕ ಹಾಗೂ ದೈಹಿಕ ಬೆಳವಣಿಗೆಗೆ ಸಹಕಾರಿ ಎಂದರು.: [1199, 176, 1438, 396]
environment-headline-box: [950, 1192, 1440, 1238]
graduation-dateline: ಬಳ್ಳಾರಿ,ಜು.14:: [530, 1764, 603, 1779]
vertical-divider-main: [938, 98, 940, 1669]
karate-photo: [952, 810, 1442, 982]
footer-line-2-wrap: [38, 2368, 1445, 2388]
army-dateline: ಬಳ್ಳಾರಿ,ಜು.14:: [47, 1084, 120, 1099]
brand-left: ಸುವರ್ಣ: [621, 48, 703, 83]
registration-marks-left: [45, 2407, 125, 2424]
insurance-headline-1: ಶ್ರೀಕ್ಷೇ.ಧ.ಗ್ರಾ.ಯೋ.ಯಿಂದ ಪ್ರಗತಿ ರಕ್ಷಾ ಕವಚ ಮತ್ತು: [127, 1605, 426, 1624]
page-number-badge: [1392, 47, 1436, 91]
graduation-headline-box: [530, 1677, 1434, 1731]
footer-line-1: Suvarna vaahini Kannada Daily, Owner/Editor : V.Ravi, Published at: ( Responsible for selection of news under the PRB Act), Printed :V.Ravi,: [222, 2339, 1262, 2358]
registrar-byline: ಸುವರ್ಣವಾಹಿನಿ ಸುದ್ದಿ: [526, 1250, 605, 1264]
graduation-col3: [997, 1998, 1224, 2320]
ballari-protest-photo: [47, 174, 472, 376]
registration-marks-center: [696, 2407, 776, 2424]
army-photo: [47, 848, 510, 1054]
ballari-col4: [713, 174, 925, 484]
insurance-body-1: ಧರ್ಮಸ್ಥಳ ಗ್ರಾಮಾಭಿವೃದ್ಧಿ ಯೋಜನೆಯಿಂದ ಪ್ರತಿ ವರ್ಷ ಸಾಮಾಜಿಕ ಭದ್ರತೆಗಾಗಿ ವಿಮಾ ಸೌಲಭ್ಯ ಕಲ್ಪಿಸಲಾಗುತ್ತಿದೆ. ಶ್ರೀ ಕ್ಷೇತ್ರ ಧರ್ಮಸ್ಥಳ ಗ್ರಾಮಾಭಿವೃದ್ಧಿ ಯೋಜನೆ ಬಿ.ಸಿ ಟ್ರಸ್ಟ್ ಕಂಪ್ಲಿ ವಲಯದ ಸದಸ್ಯರಿಗೆ ಪ್ರಗತಿ ರಕ್ಷಾ ಕವಚ ಮತ್ತು ಆರೋಗ್ಯ ರಕ್ಷಾ ವಿಮೆ ಮಂಜೂರಾತಿ ಪತ್ರ ವಿತರಣೆ ಮಾಡಲಾಯಿತು. ಯೋಜನಾಧಿಕಾರಿಗಳು ಮಾತನಾಡಿ, ಸದಸ್ಯರು ಸರ್ಕಾರದ ಹಾಗೂ ಯೋಜನೆಯ ಸೌಲಭ್ಯಗಳನ್ನು ಸದುಪಯೋಗ ಪಡಿಸಿಕೊಳ್ಳಬೇಕು.: [47, 1915, 270, 2094]
protest-banner-text: ಆಶಾ ಕಾರ್ಯಕರ್ತೆಯರ ಪ್ರತಿಭಟನೆ: [188, 288, 338, 304]
gp-dateline: ಸುವರ್ಣವಾಹಿನಿ ಚಿತ್ತಾಪುರ:: [526, 1056, 636, 1070]
army-headline: ರಾಷ್ಟ್ರ ರಕ್ಷಣೆಯಲ್ಲಿ ಆರೆ ಸೇನೆ ಪಡೆಗಳ ಪಾತ್ರ ಕುರಿತು ವಿಶೇಷ ಉಪನ್ಯಾಸ: [44, 808, 513, 839]
doctorate-body: ಜಿಲ್ಲೆಯ ಸೊರಬ ತಾಲೂಕಿನ ಬಾರಂಗಿ ಗ್ರಾಮದ ಅರುಣ.ಬಿ ಅವರು ಪ್ರಾಥಮಿಕ, ಮಾಧ್ಯಮಿಕ, ಪ್ರೌಢ ಹಾಗೂ ಸ್ನಾತಕೋತ್ತರ ಪದವಿಗಳನ್ನು ಸೊರಬ ಹಾಗೂ ಸಾಗರದಲ್ಲಿ ಪೂರೈಸಿ ನಂತರ ಉನ್ನತ ವಿದ್ಯಾಭ್ಯಾಸ ಪಡೆದು ಬೆಂಗಳೂರಿನ ಖಾಸಗಿ ಕಾಲೇಜಿನಲ್ಲಿ ಸಹಾಯಕ ಪ್ರಾಧ್ಯಾಪಕರಾಗಿ ಸೇವೆ ಸಲ್ಲಿಸುತ್ತಿದ್ದಾರೆ. ತುಮಕೂರು ವಿಶ್ವವಿದ್ಯಾಲಯದ ಡಾ.ರವೀಂದ್ರ ಕುಮಾರ್ ಅವರ ಮಾರ್ಗದರ್ಶನದಲ್ಲಿ ಮಂಡಿಸಿದ ಸಂಶೋಧನಾ ಮಹಾಪ್ರಬಂಧಕ್ಕೆ ತುಮಕೂರು ವಿಶ್ವವಿದ್ಯಾಲಯವು ಪಿಎಚ್.ಡಿ ಪದವಿ ನೀಡಿದೆ. ಜುಲೈ 18ರಂದು ನಡೆದ ಘಟಿಕೋತ್ಸವದಲ್ಲಿ ಕರ್ನಾಟಕದ ರಾಜ್ಯಪಾಲರಾದ ಥಾವರ್ ಚಂದ್ ಗೆಹ್ಲೋಟ್ ಅವರು ಪದವಿ ಪ್ರದಾನ ಮಾಡಿದರು. ಅವರ ಈ ಸಾಧನೆಗೆ ಬಂಧುಮಿತ್ರರು, ಸ್ನೇಹಿತರು, ಅಧ್ಯಾಪಕರು, ಹಾಗೂ ವಿದ್ಯಾರ್ಥಿಗಳು ಅಭಿನಂದನೆಗಳನ್ನು ಸಲ್ಲಿಸಿದ್ದಾರೆ.: [952, 1023, 1346, 1147]
